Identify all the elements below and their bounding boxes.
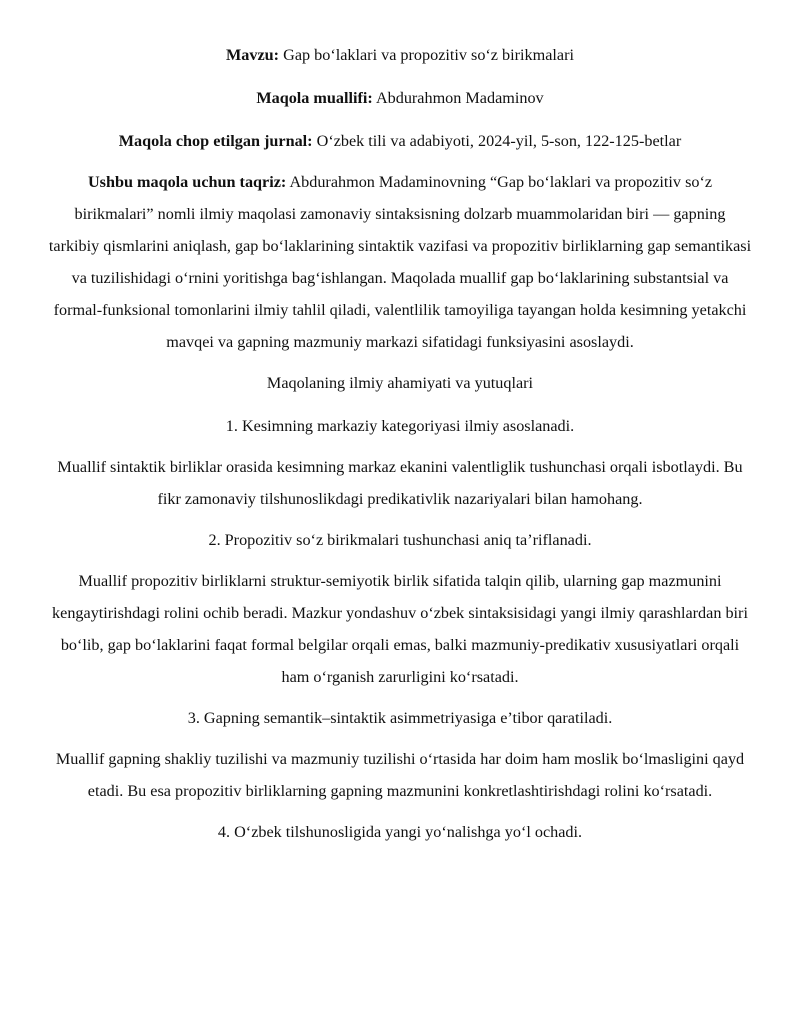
journal-value: O‘zbek tili va adabiyoti, 2024-yil, 5-son, 122-125-betlar: [312, 132, 682, 150]
topic-line: [48, 44, 752, 66]
point-heading-1: 1. Kesimning markaziy kategoriyasi ilmiy asoslanadi.: [225, 417, 575, 435]
author-line: [48, 87, 752, 109]
review-paragraph: [48, 166, 752, 358]
section-title: Maqolaning ilmiy ahamiyati va yutuqlari: [266, 374, 534, 392]
topic-value: Gap bo‘laklari va propozitiv so‘z birikmalari: [279, 46, 574, 64]
point-heading-4: 4. O‘zbek tilshunosligida yangi yo‘nalishga yo‘l ochadi.: [217, 823, 583, 841]
point-heading-3: 3. Gapning semantik–sintaktik asimmetriyasiga e’tibor qaratiladi.: [187, 709, 613, 727]
point-body-3: Muallif gapning shakliy tuzilishi va mazmuniy tuzilishi o‘rtasida har doim ham moslik bo‘lmasligini qayd etadi. Bu esa propozitiv birliklarning gapning mazmunini konkretlashtirishdagi rolini ko‘rsatadi.: [55, 750, 745, 800]
author-value: Abdurahmon Madaminov: [372, 89, 544, 107]
topic-label: Mavzu:: [226, 46, 280, 64]
author-label: Maqola muallifi:: [256, 89, 373, 107]
point-body-1: Muallif sintaktik birliklar orasida kesimning markaz ekanini valentliglik tushunchasi orqali isbotlaydi. Bu fikr zamonaviy tilshunoslikdagi predikativlik nazariyalari bilan hamohang.: [57, 458, 743, 508]
journal-label: Maqola chop etilgan jurnal:: [118, 132, 313, 150]
review-text: Abdurahmon Madaminovning “Gap bo‘laklari va propozitiv so‘z birikmalari” nomli ilmiy maqolasi zamonaviy sintaksisning dolzarb muammolaridan biri — gapning tarkibiy qismlarini aniqlash, gap bo‘laklarining sintaktik vazifasi va propozitiv birliklarning gap semantikasi va tuzilishidagi o‘rnini yoritishga bag‘ishlangan. Maqolada muallif gap bo‘laklarining substantsial va formal-funksional tomonlarini ilmiy tahlil qiladi, valentlilik tamoyiliga tayangan holda kesimning yetakchi mavqei va gapning mazmuniy markazi sifatidagi funksiyasini asoslaydi.: [48, 173, 752, 351]
point-heading-2: 2. Propozitiv so‘z birikmalari tushunchasi aniq ta’riflanadi.: [208, 531, 592, 549]
review-label: Ushbu maqola uchun taqriz:: [87, 173, 287, 191]
journal-line: [48, 130, 752, 152]
point-body-2: Muallif propozitiv birliklarni struktur-semiyotik birlik sifatida talqin qilib, ularning gap mazmunini kengaytirishdagi rolini ochib beradi. Mazkur yondashuv o‘zbek sintaksisidagi yangi ilmiy qarashlardan biri bo‘lib, gap bo‘laklarini faqat formal belgilar orqali emas, balki mazmuniy-predikativ xususiyatlari orqali ham o‘rganish zarurligini ko‘rsatadi.: [52, 572, 748, 686]
